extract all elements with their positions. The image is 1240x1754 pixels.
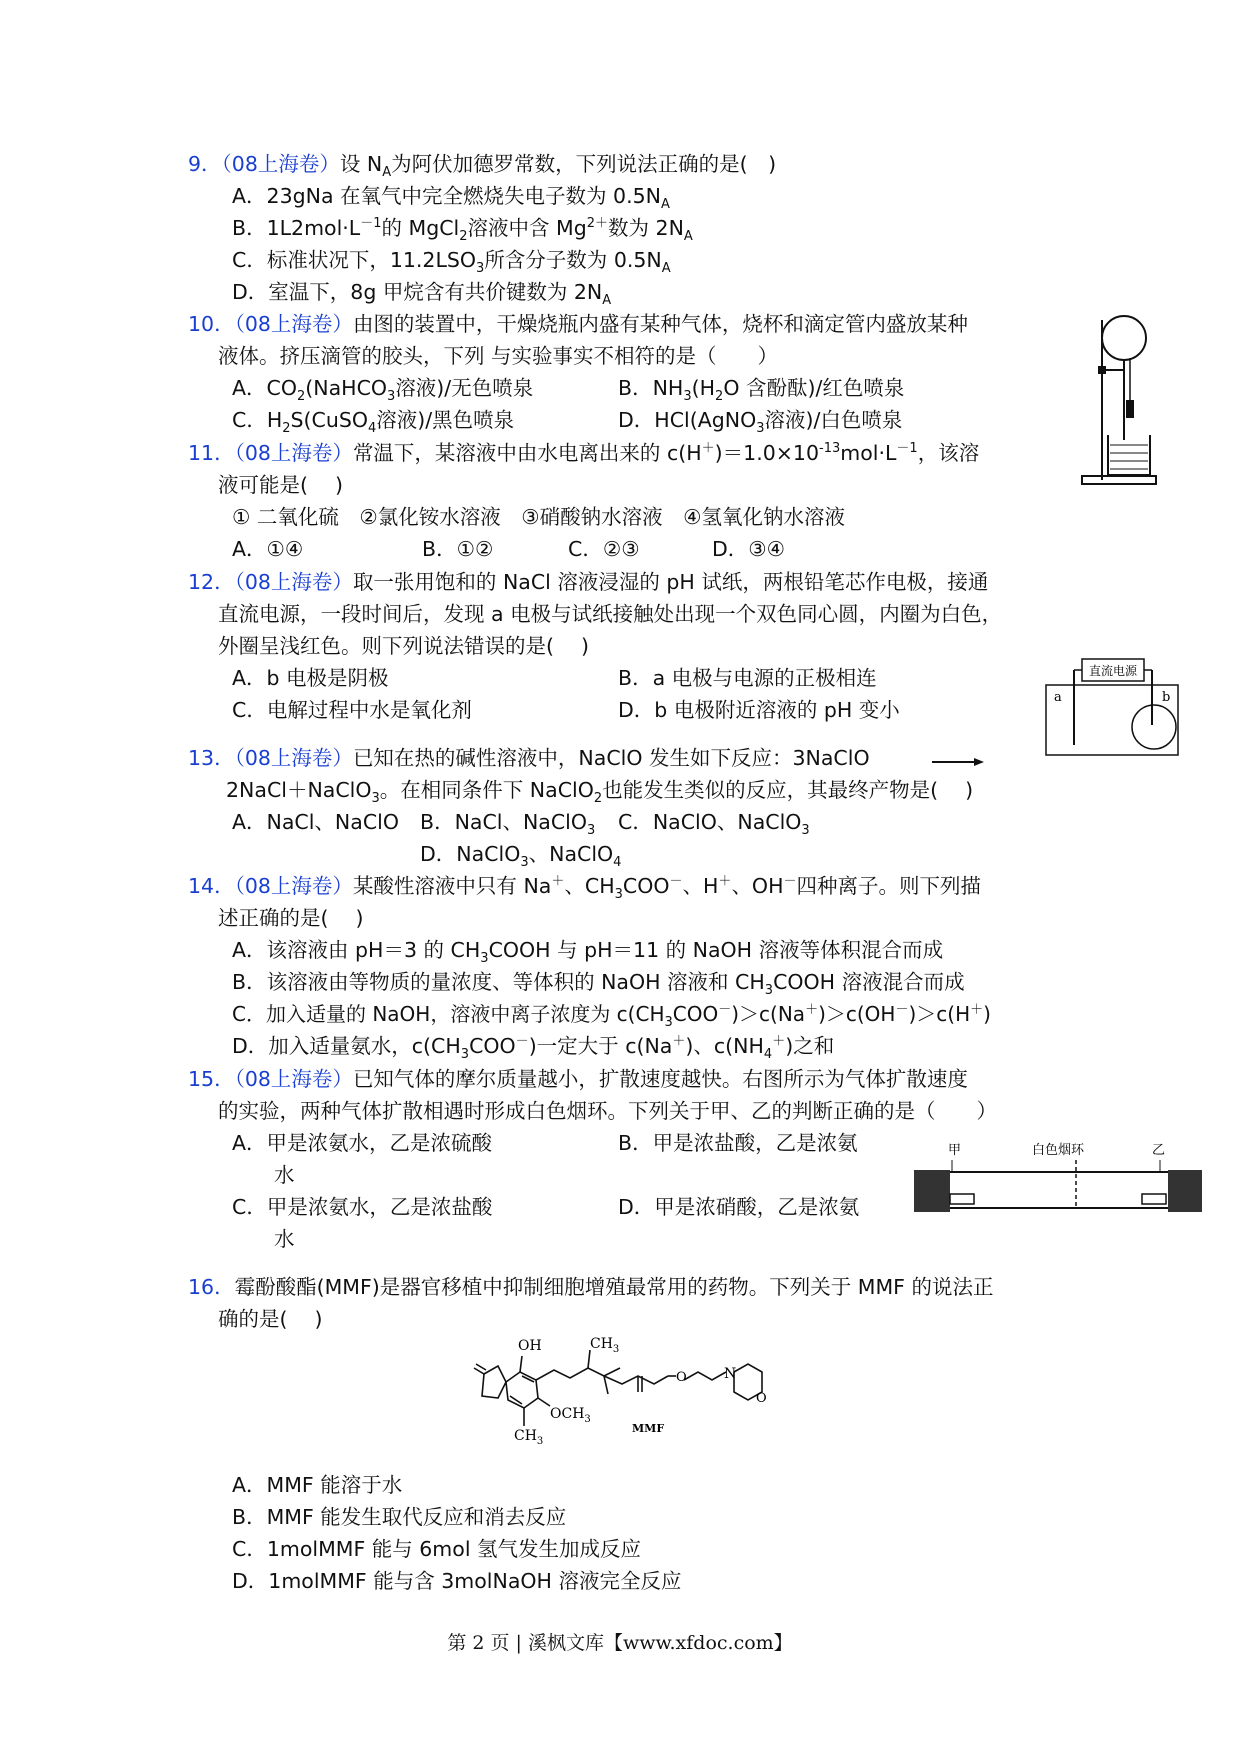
q13-option-a: A．NaCl、NaClO <box>232 810 399 834</box>
q12-option-a: A．b 电极是阴极 <box>232 666 389 690</box>
q11-items: ① 二氧化硫 ②氯化铵水溶液 ③硝酸钠水溶液 ④氢氧化钠水溶液 <box>232 505 846 529</box>
q16-fig-och3: $OCH_3$ <box>550 1406 591 1425</box>
q15-option-d-cont: 水 <box>274 1227 295 1251</box>
q14-option-b: B．该溶液由等物质的量浓度、等体积的 NaOH 溶液和 $CH_3COOH$ 溶液混合而成 <box>232 970 965 999</box>
q15-option-c: C．甲是浓氨水，乙是浓盐酸 <box>232 1195 493 1219</box>
q11-stem: 11．（08上海卷）常温下，某溶液中由水电离出来的 $c(H^+)=1.0\times 10^{-13}mol\cdot L^{-1}$，该溶 <box>188 441 980 465</box>
q9-option-a: A．23gNa 在氧气中完全燃烧失电子数为 $0.5N_A$ <box>232 184 670 213</box>
q10-stem-line2: 液体。挤压滴管的胶头，下列 与实验事实不相符的是（ ） <box>218 344 779 368</box>
q10-option-d: D．HCl(AgNO$_3$溶液)/白色喷泉 <box>618 408 903 437</box>
q9-number: 9． <box>188 152 222 176</box>
q9-option-d: D．室温下，8g 甲烷含有共价键数为 $2N_A$ <box>232 280 612 309</box>
q16-option-b: B．MMF 能发生取代反应和消去反应 <box>232 1505 567 1529</box>
q9-option-c: C．标准状况下，$11.2LSO_3$所含分子数为 $0.5N_A$ <box>232 248 671 277</box>
q16-option-c: C．1molMMF 能与 6mol 氢气发生加成反应 <box>232 1537 642 1561</box>
q15-option-b-cont: 水 <box>274 1163 295 1187</box>
q16-option-a: A．MMF 能溶于水 <box>232 1473 403 1497</box>
q12-fig-a: a <box>1054 690 1062 705</box>
q14-option-d: D．加入适量氨水，$c(CH_3COO^-)$一定大于 c(Na＋)、$c(NH_4^+)$之和 <box>232 1034 835 1063</box>
q14-stem: 14．（08上海卷）某酸性溶液中只有 Na＋、$CH_3COO^-$、H＋、OH－四种离子。则下列描 <box>188 874 982 903</box>
q16-fig-ring-o: O <box>756 1391 767 1406</box>
q11-option-a: A．①④ <box>232 537 304 561</box>
q16-stem-line2: 确的是( ) <box>218 1307 323 1331</box>
q9-source: （08上海卷） <box>221 152 340 176</box>
q12-stem-line2: 直流电源，一段时间后，发现 a 电极与试纸接触处出现一个双色同心圆，内圈为白色， <box>218 602 1003 626</box>
q9-stem: 9．（08上海卷）设 $N_A$为阿伏加德罗常数，下列说法正确的是( ) <box>188 152 777 181</box>
q13-stem-line2: 2NaCl＋NaClO$_3$。在相同条件下 NaClO$_2$也能发生类似的反应，其最终产物是( ) <box>226 778 974 807</box>
q11-option-c: C．②③ <box>568 537 640 561</box>
q12-stem-line3: 外圈呈浅红色。则下列说法错误的是( ) <box>218 634 590 658</box>
q14-option-a: A．该溶液由 pH＝3 的 $CH_3COOH$ 与 pH＝11 的 NaOH 溶液等体积混合而成 <box>232 938 944 967</box>
q10-fountain-figure <box>1080 310 1160 490</box>
q16-fig-oh: OH <box>518 1338 542 1354</box>
q15-stem: 15．（08上海卷）已知气体的摩尔质量越小，扩散速度越快。右图所示为气体扩散速度 <box>188 1067 968 1091</box>
q16-fig-label: MMF <box>632 1422 665 1435</box>
q15-option-a: A．甲是浓氨水，乙是浓硫酸 <box>232 1131 493 1155</box>
q12-option-b: B．a 电极与电源的正极相连 <box>618 666 877 690</box>
q14-stem-line2: 述正确的是( ) <box>218 906 364 930</box>
q12-fig-b: b <box>1162 690 1171 705</box>
q15-stem-line2: 的实验，两种气体扩散相遇时形成白色烟环。下列关于甲、乙的判断正确的是（ ） <box>218 1099 997 1123</box>
q13-reaction-arrow <box>932 756 984 768</box>
q12-option-d: D．b 电极附近溶液的 pH 变小 <box>618 698 900 722</box>
q10-option-b: B．$NH_3(H_2O$ 含酚酞)/红色喷泉 <box>618 376 905 405</box>
q16-fig-ch3-top: $CH_3$ <box>590 1336 620 1355</box>
q10-stem: 10．（08上海卷）由图的装置中，干燥烧瓶内盛有某种气体，烧杯和滴定管内盛放某种 <box>188 312 968 336</box>
q13-option-c: C．NaClO、NaClO$_3$ <box>618 810 810 839</box>
q10-option-c: C．$H_2S(CuSO_4$溶液)/黑色喷泉 <box>232 408 515 437</box>
q15-fig-left: 甲 <box>948 1143 962 1158</box>
q12-electrolysis-figure <box>1042 655 1182 759</box>
q16-fig-ester-o: O <box>676 1370 687 1385</box>
page-footer: 第 2 页 | 溪枫文库【www.xfdoc.com】 <box>447 1632 793 1654</box>
q13-option-d: D．NaClO$_3$、NaClO$_4$ <box>420 842 622 871</box>
q15-option-b: B．甲是浓盐酸，乙是浓氨 <box>618 1131 858 1155</box>
q16-stem: 16．霉酚酸酯(MMF)是器官移植中抑制细胞增殖最常用的药物。下列关于 MMF 的说法正 <box>188 1275 994 1299</box>
q15-diffusion-figure <box>912 1138 1204 1214</box>
q13-stem: 13．（08上海卷）已知在热的碱性溶液中，NaClO 发生如下反应：3NaClO <box>188 746 870 770</box>
q12-fig-power-label: 直流电源 <box>1088 664 1138 678</box>
q16-option-d: D．1molMMF 能与含 3molNaOH 溶液完全反应 <box>232 1569 682 1593</box>
q13-option-b: B．NaCl、NaClO$_3$ <box>420 810 596 839</box>
q16-mmf-structure <box>462 1334 778 1452</box>
q15-fig-mid: 白色烟环 <box>1031 1143 1085 1158</box>
q11-option-b: B．①② <box>422 537 494 561</box>
q11-stem-line2: 液可能是( ) <box>218 473 344 497</box>
q15-option-d: D．甲是浓硝酸，乙是浓氨 <box>618 1195 860 1219</box>
q11-option-d: D．③④ <box>712 537 786 561</box>
q10-option-a: A．$CO_2(NaHCO_3$溶液)/无色喷泉 <box>232 376 534 405</box>
q12-stem: 12．（08上海卷）取一张用饱和的 NaCl 溶液浸湿的 pH 试纸，两根铅笔芯作电极，接通 <box>188 570 989 594</box>
q12-option-c: C．电解过程中水是氧化剂 <box>232 698 472 722</box>
q15-fig-right: 乙 <box>1152 1143 1166 1158</box>
q16-fig-n: N <box>724 1366 737 1382</box>
q9-option-b: B．$1L2mol\cdot L^{-1}$的 MgCl$_2$溶液中含 $Mg^{2+}$数为 $2N_A$ <box>232 216 693 245</box>
q14-option-c: C．加入适量的 NaOH，溶液中离子浓度为 $c(CH_3COO^-)>c(Na^+)>c(OH^-)>c(H^+)$ <box>232 1002 991 1030</box>
q16-fig-ch3-bot: $CH_3$ <box>514 1428 544 1447</box>
